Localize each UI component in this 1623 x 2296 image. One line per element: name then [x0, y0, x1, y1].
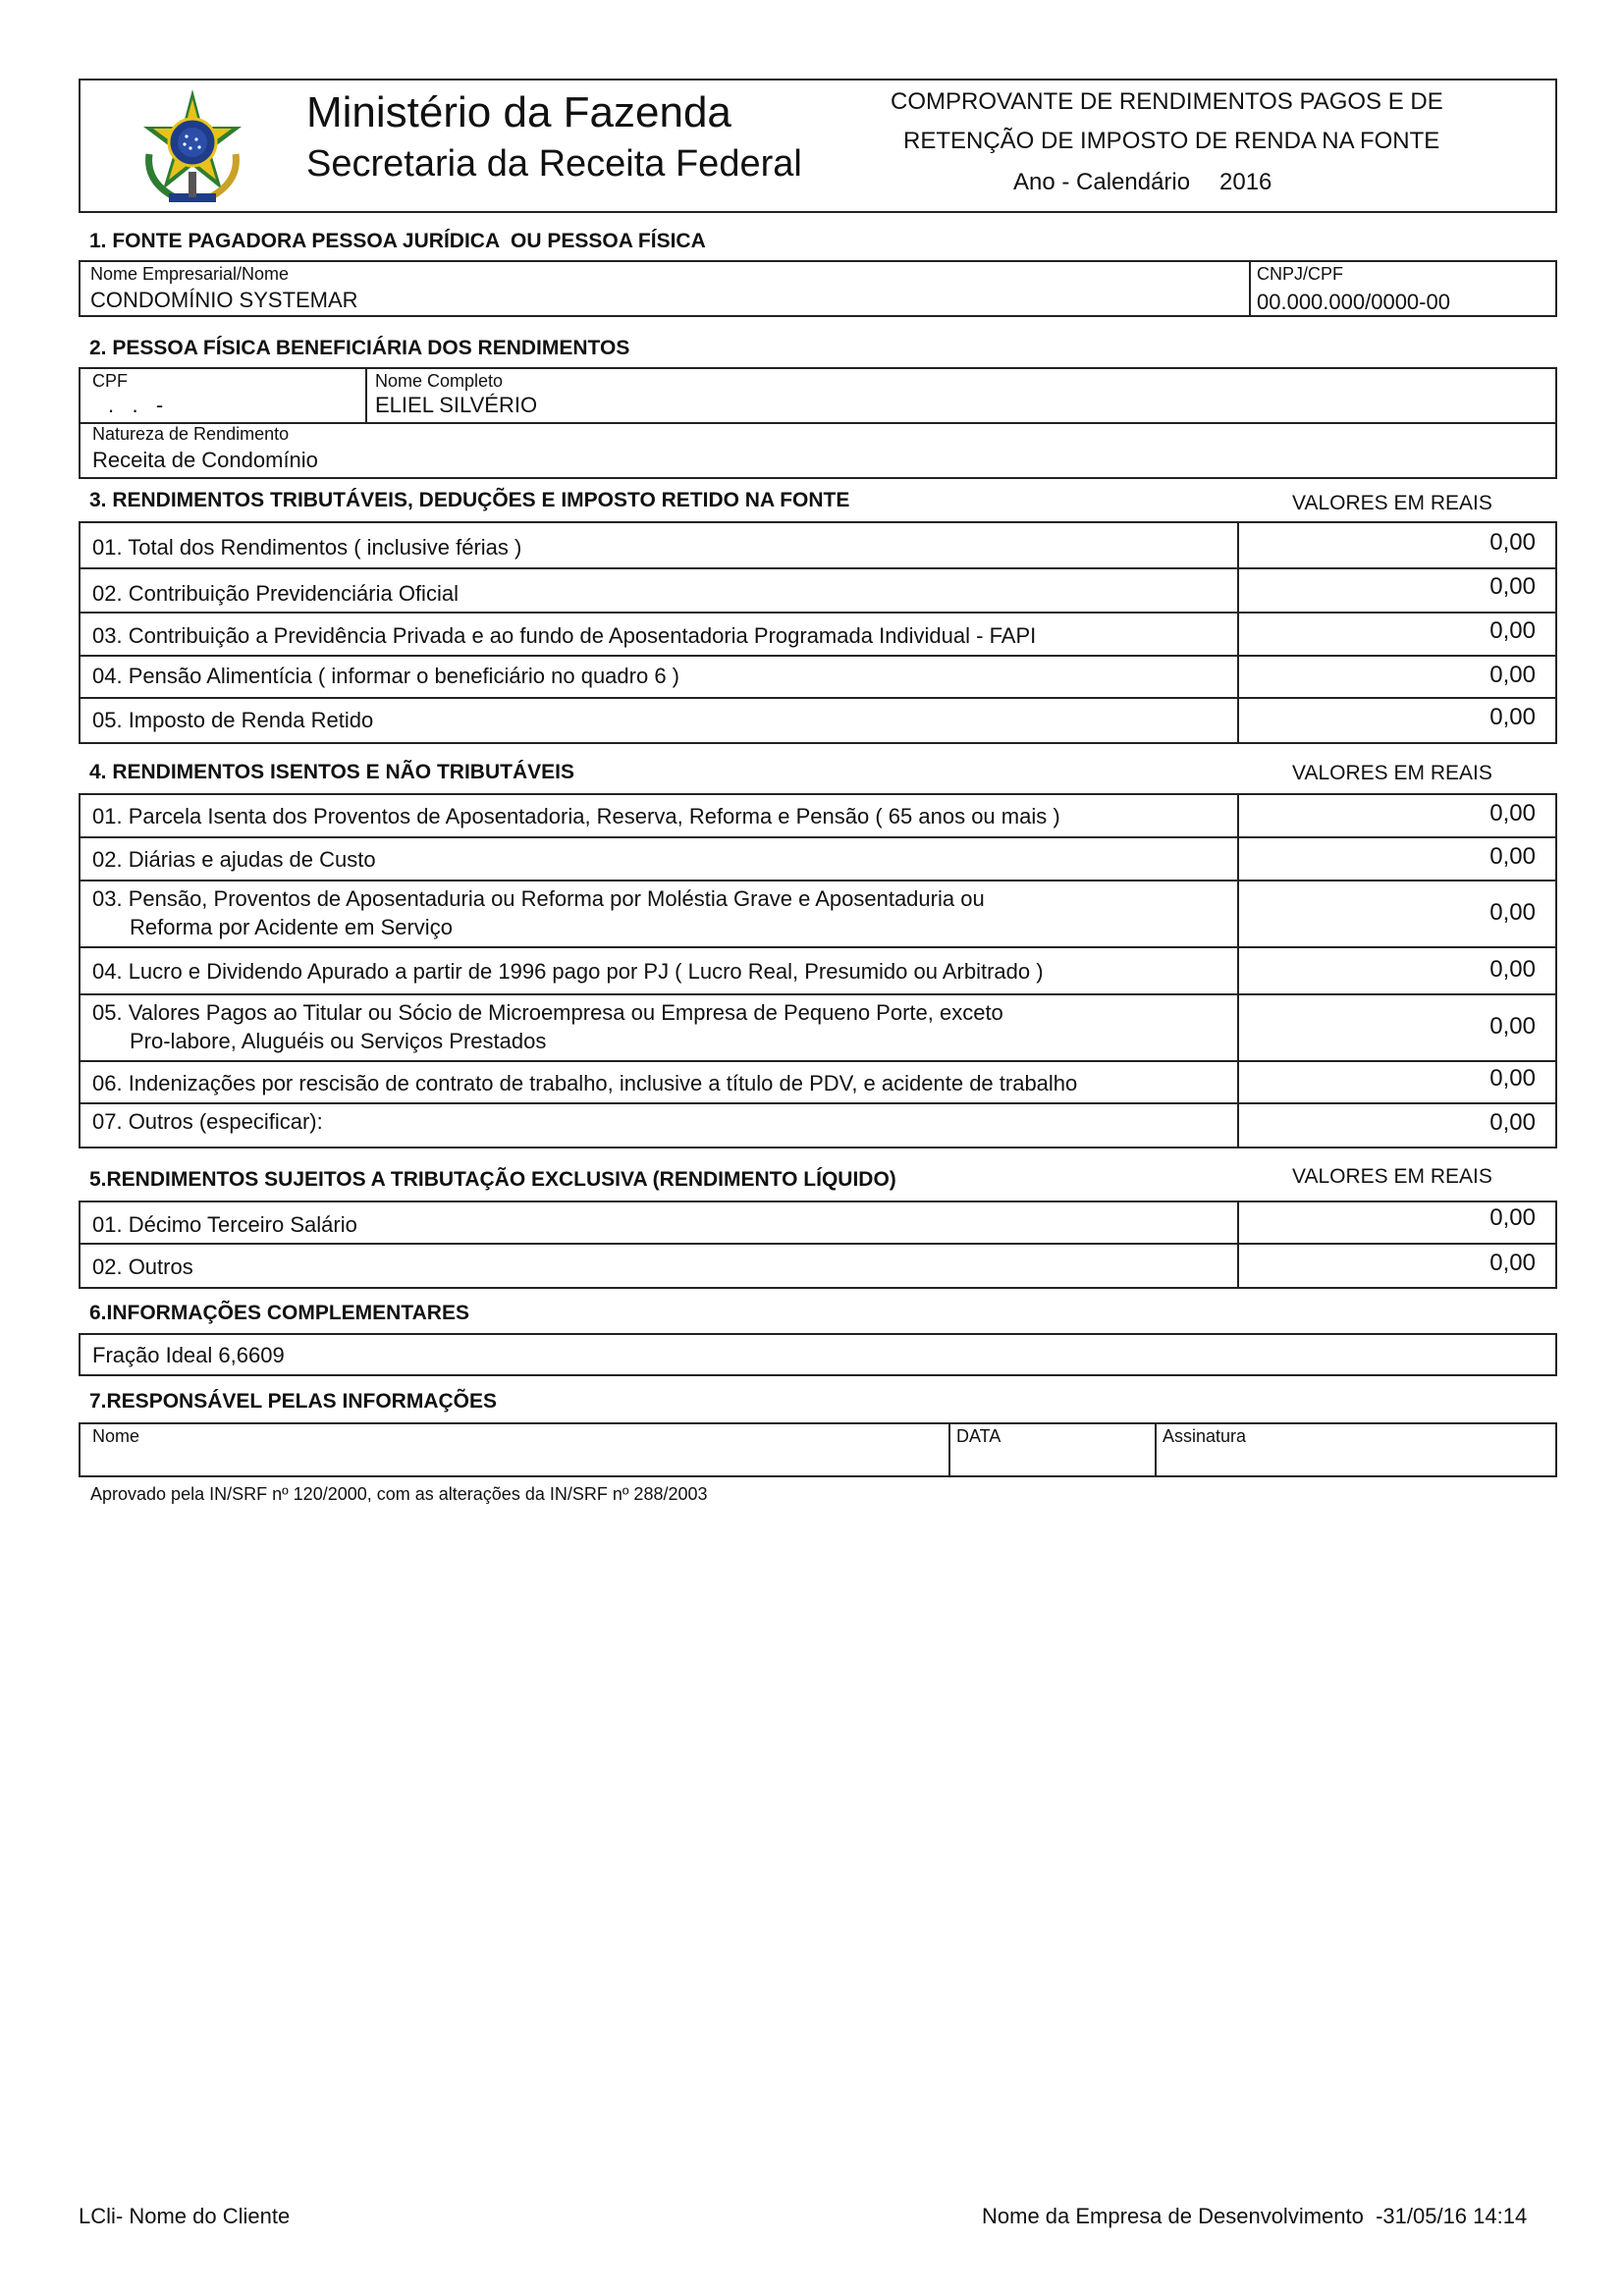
date-label: DATA — [956, 1426, 1001, 1446]
table-row — [81, 995, 1555, 1062]
section1-title: 1. FONTE PAGADORA PESSOA JURÍDICA OU PESSOA FÍSICA — [89, 230, 706, 252]
divider — [948, 1424, 950, 1475]
footer-right: Nome da Empresa de Desenvolvimento -31/05/16 14:14 — [982, 2204, 1528, 2228]
row-value: 0,00 — [1489, 800, 1536, 827]
section7-box — [79, 1422, 1557, 1477]
row-value: 0,00 — [1489, 1250, 1536, 1276]
row-label: 01. Décimo Terceiro Salário — [92, 1212, 357, 1237]
year-label: Ano - Calendário — [1013, 169, 1191, 195]
section3-table — [79, 521, 1557, 744]
nature-value: Receita de Condomínio — [92, 448, 318, 472]
table-row — [81, 699, 1555, 742]
divider — [1249, 262, 1251, 315]
payer-name-value: CONDOMÍNIO SYSTEMAR — [90, 288, 358, 312]
divider — [1155, 1424, 1157, 1475]
responsible-name-label: Nome — [92, 1426, 140, 1446]
table-row — [81, 1062, 1555, 1104]
table-row — [81, 1104, 1555, 1147]
doc-title-line1: COMPROVANTE DE RENDIMENTOS PAGOS E DE — [891, 88, 1443, 115]
footer-left: LCli- Nome do Cliente — [79, 2204, 291, 2228]
row-label: 03. Contribuição a Previdência Privada e ao fundo de Aposentadoria Programada Individual - FAPI — [92, 623, 1037, 648]
payer-name-label: Nome Empresarial/Nome — [90, 264, 290, 284]
row-value: 0,00 — [1489, 573, 1536, 600]
cpf-value: . . - — [108, 393, 164, 417]
fullname-label: Nome Completo — [375, 371, 504, 391]
table-row — [81, 1202, 1555, 1245]
row-label: 03. Pensão, Proventos de Aposentaduria ou Reforma por Moléstia Grave e Aposentaduria ou — [92, 886, 985, 911]
nature-label: Natureza de Rendimento — [92, 424, 290, 444]
table-row — [81, 614, 1555, 657]
row-value: 0,00 — [1489, 617, 1536, 644]
row-value: 0,00 — [1489, 899, 1536, 926]
divider — [365, 369, 367, 422]
row-value: 0,00 — [1489, 529, 1536, 556]
section6-box — [79, 1333, 1557, 1376]
row-label: 04. Pensão Alimentícia ( informar o beneficiário no quadro 6 ) — [92, 664, 679, 688]
signature-label: Assinatura — [1163, 1426, 1247, 1446]
table-row — [81, 1245, 1555, 1287]
row-label: 01. Total dos Rendimentos ( inclusive férias ) — [92, 535, 522, 560]
row-value: 0,00 — [1489, 1204, 1536, 1231]
ministry-title: Ministério da Fazenda — [306, 88, 731, 136]
section4-title: 4. RENDIMENTOS ISENTOS E NÃO TRIBUTÁVEIS — [89, 761, 574, 783]
row-label: 05. Valores Pagos ao Titular ou Sócio de Microempresa ou Empresa de Pequeno Porte, exceto — [92, 1000, 1003, 1025]
header-box — [79, 79, 1557, 213]
cnpj-label: CNPJ/CPF — [1257, 264, 1344, 284]
coat-of-arms-icon — [132, 85, 254, 208]
row-label: 05. Imposto de Renda Retido — [92, 708, 374, 732]
table-row — [81, 657, 1555, 699]
table-row — [81, 881, 1555, 948]
section5-table — [79, 1201, 1557, 1289]
values-in-reais-label: VALORES EM REAIS — [1292, 1165, 1492, 1188]
section2-box — [79, 367, 1557, 479]
table-row — [81, 838, 1555, 881]
table-row — [81, 569, 1555, 614]
row-label: 07. Outros (especificar): — [92, 1109, 323, 1134]
approval-note: Aprovado pela IN/SRF nº 120/2000, com as alterações da IN/SRF nº 288/2003 — [90, 1484, 708, 1504]
row-value: 0,00 — [1489, 1013, 1536, 1040]
row-value: 0,00 — [1489, 843, 1536, 870]
values-in-reais-label: VALORES EM REAIS — [1292, 762, 1492, 784]
section1-box — [79, 260, 1557, 317]
complementary-info: Fração Ideal 6,6609 — [92, 1343, 285, 1367]
row-value: 0,00 — [1489, 662, 1536, 688]
table-row — [81, 795, 1555, 838]
secretariat-title: Secretaria da Receita Federal — [306, 143, 802, 185]
table-row — [81, 523, 1555, 569]
row-label-continued: Pro-labore, Aluguéis ou Serviços Prestados — [130, 1029, 547, 1053]
row-value: 0,00 — [1489, 1109, 1536, 1136]
year-value: 2016 — [1219, 169, 1272, 195]
row-label: 02. Outros — [92, 1255, 193, 1279]
row-value: 0,00 — [1489, 1065, 1536, 1092]
row-label: 02. Contribuição Previdenciária Oficial — [92, 581, 459, 606]
section3-title: 3. RENDIMENTOS TRIBUTÁVEIS, DEDUÇÕES E IMPOSTO RETIDO NA FONTE — [89, 489, 850, 511]
values-in-reais-label: VALORES EM REAIS — [1292, 492, 1492, 514]
fullname-value: ELIEL SILVÉRIO — [375, 393, 538, 417]
section2-title: 2. PESSOA FÍSICA BENEFICIÁRIA DOS RENDIMENTOS — [89, 337, 630, 359]
row-value: 0,00 — [1489, 956, 1536, 983]
doc-title-line2: RETENÇÃO DE IMPOSTO DE RENDA NA FONTE — [903, 128, 1440, 154]
row-label: 02. Diárias e ajudas de Custo — [92, 847, 376, 872]
section6-title: 6.INFORMAÇÕES COMPLEMENTARES — [89, 1302, 469, 1324]
section4-table — [79, 793, 1557, 1148]
section5-title: 5.RENDIMENTOS SUJEITOS A TRIBUTAÇÃO EXCLUSIVA (RENDIMENTO LÍQUIDO) — [89, 1168, 896, 1191]
row-label: 06. Indenizações por rescisão de contrato de trabalho, inclusive a título de PDV, e acidente de trabalho — [92, 1071, 1078, 1095]
cnpj-value: 00.000.000/0000-00 — [1257, 290, 1450, 314]
section7-title: 7.RESPONSÁVEL PELAS INFORMAÇÕES — [89, 1390, 498, 1413]
row-value: 0,00 — [1489, 704, 1536, 730]
row-label: 04. Lucro e Dividendo Apurado a partir de 1996 pago por PJ ( Lucro Real, Presumido ou Arbitrado ) — [92, 959, 1044, 984]
row-label-continued: Reforma por Acidente em Serviço — [130, 915, 453, 939]
cpf-label: CPF — [92, 371, 128, 391]
row-label: 01. Parcela Isenta dos Proventos de Aposentadoria, Reserva, Reforma e Pensão ( 65 anos ou mais ) — [92, 804, 1060, 828]
table-row — [81, 948, 1555, 995]
divider — [81, 422, 1555, 424]
